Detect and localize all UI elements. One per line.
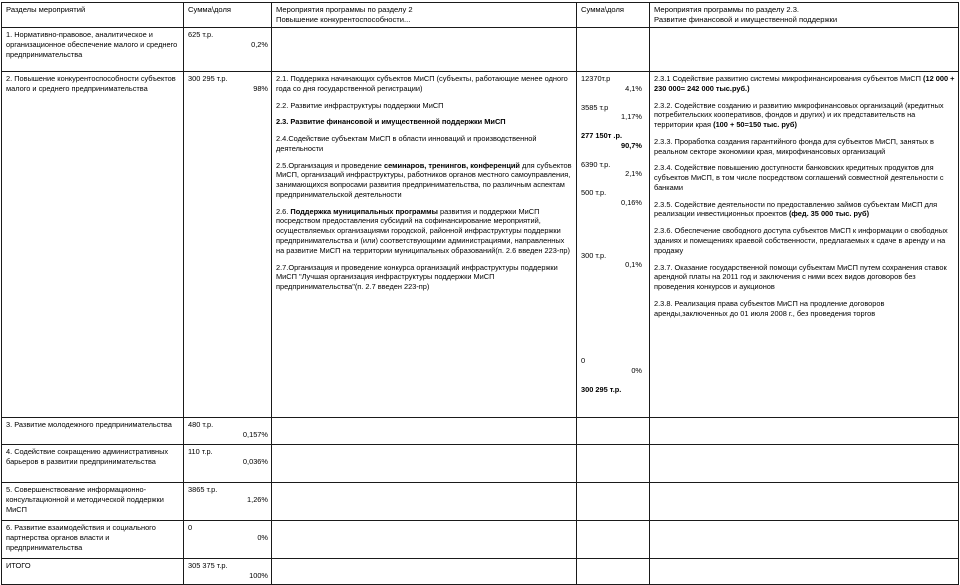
row-amount: 0 [188,523,193,533]
measure-amount-value: 0 [581,356,586,366]
row-section-title: ИТОГО [2,559,184,585]
measure-amount-share: 0,16% [621,197,642,207]
measure-amount [581,356,646,376]
subsection-item-pre: 2.3.1 Содействие развитию системы микрофинансирования субъектов МиСП [654,74,923,84]
col-header-measures-section23-line2: Развитие финансовой и имущественной поддержки [654,15,838,25]
measure-amount [581,188,646,208]
program-measures-table [1,2,959,585]
row-section-title: 4. Содействие сокращению административных барьеров в развитии предпринимательства [2,445,184,483]
row-subsection-empty [650,483,959,521]
subsection-item [654,299,955,319]
row-amount-share [184,72,272,418]
row-measures-empty [272,521,577,559]
col-header-amount-share-2: Сумма\доля [577,3,650,28]
table-header-row [2,3,959,28]
subsection-item-emphasis: (100 + 50=150 тыс. руб) [713,120,797,130]
row-amount: 300 295 т.р. [188,74,228,84]
table-row [2,483,959,521]
row-share: 0,2% [251,39,268,49]
row-measure-amounts-empty [577,28,650,72]
measure-amount-share: 90,7% [621,140,642,150]
measure-item-post: развития и поддержки МиСП посредством предоставления субсидий на софинансирование мероприятий, осуществляемых организациями городской, районной инфраструктуры поддержки предпринимательства и (или) соответствующими администрациями, направленных на развитие МиСП на территории муниципальных образований(п. 2.6 введен 223-пр) [276,206,570,255]
row-share: 0% [257,532,268,542]
measure-item: 2.4.Содействие субъектам МиСП в области инноваций и производственной деятельности [276,134,537,153]
row-amount: 305 375 т.р. [188,561,228,571]
row-share: 0,036% [242,456,268,466]
col-header-measures-section23-line1: Мероприятия программы по разделу 2.3. [654,5,800,14]
row-subsection-empty [650,445,959,483]
table-row-total [2,559,959,585]
row-section-title: 1. Нормативно-правовое, аналитическое и организационное обеспечение малого и среднего предпринимательства [2,28,184,72]
row-measure-amounts-empty [577,418,650,445]
row-section-title: 2. Повышение конкурентоспособности субъектов малого и среднего предпринимательства [2,72,184,418]
row-subsection-empty [650,28,959,72]
measure-item: 2.1. Поддержка начинающих субъектов МиСП (субъекты, работающие менее одного года со дня государственной регистрации) [276,74,568,93]
row-amount: 3865 т.р. [188,485,218,495]
table-row [2,521,959,559]
measure-item-emphasis: семинаров, тренингов, конференций [383,160,520,170]
measure-item: 2.2. Развитие инфраструктуры поддержки МиСП [276,100,444,110]
table-header [2,3,959,28]
row-measures-empty [272,418,577,445]
subsection-item-emphasis: (12 000 + 230 000= 242 000 тыс.руб.) [654,74,955,93]
col-header-measures-section2-line2: Повышение конкурентоспособности... [276,15,411,25]
measure-item-pre: 2.5.Организация и проведение [276,160,384,170]
subsection-item [654,226,955,255]
measure-amount-value: 277 150т .р. [581,131,623,141]
row-share: 0,157% [242,429,268,439]
row-subsection-empty [650,418,959,445]
subsection-item-pre: 2.3.2. Содействие созданию и развитию микрофинансовых организаций (кредитных потребительских кооперативов, фондов и других) и их представительств на территории края [654,100,944,130]
row-subsection-list [650,72,959,418]
row-measure-amounts-empty [577,483,650,521]
measure-amount-value: 6390 т.р. [581,159,611,169]
table-row [2,28,959,72]
measure-item-pre: 2.6. [276,206,291,216]
measure-amount-share: 0,1% [625,260,642,270]
measure-amount-value: 500 т.р. [581,188,607,198]
measure-item [276,161,573,200]
measure-amount [581,103,646,123]
measure-item [276,207,573,256]
subsection-item-pre: 2.3.6. Обеспечение свободного доступа субъектов МиСП к информации о свободных зданиях и помещениях краевой собственности, предлагаемых к сдаче в аренду и на продажу [654,226,948,255]
row-measures-empty [272,483,577,521]
subsection-item-pre: 2.3.4. Содействие повышению доступности банковских кредитных продуктов для субъектов МиСП, в том числе посредством соглашений совместной деятельности с банками [654,163,944,192]
row-section-title: 3. Развитие молодежного предпринимательства [2,418,184,445]
row-amount-share [184,521,272,559]
row-amount: 625 т.р. [188,30,214,40]
row-measure-amounts [577,72,650,418]
measure-amount-share: 0% [631,365,642,375]
measure-item-emphasis: Поддержка муниципальных программы [290,206,438,216]
row-subsection-empty [650,559,959,585]
row-share: 1,26% [247,494,268,504]
measure-amount [581,74,646,94]
measure-item-post: для субъектов МиСП, организаций инфраструктуры, работников органов местного самоуправления, занимающихся вопросами развития предпринимательства, по различным аспектам предпринимательской деятельности [276,160,572,199]
measure-amount-value: 300 т.р. [581,250,607,260]
table-body [2,28,959,585]
measure-item: 2.3. Развитие финансовой и имущественной поддержки МиСП [276,117,506,127]
subsection-item [654,101,955,130]
measure-amount [581,160,646,180]
measure-amount-share: 1,17% [621,112,642,122]
row-measures-empty [272,559,577,585]
row-section-title: 5. Совершенствование информационно-консультационной и методической поддержки МиСП [2,483,184,521]
table-row [2,418,959,445]
row-share: 100% [249,570,268,580]
subsection-item [654,200,955,220]
row-amount-share [184,418,272,445]
measure-item: 2.7.Организация и проведение конкурса организаций инфраструктуры поддержки МиСП "Лучшая организация инфраструктуры поддержки МиСП предпринимательства"(п. 2.7 введен 223-пр) [276,262,558,292]
row-measure-amounts-empty [577,521,650,559]
row-amount-share [184,483,272,521]
col-header-measures-section2-line1: Мероприятия программы по разделу 2 [276,5,413,14]
subsection-item-pre: 2.3.8. Реализация права субъектов МиСП на продление договоров аренды,заключенных до 01 июля 2008 г., без проведения торгов [654,298,885,318]
measure-amount-value: 12370т.р [581,74,611,84]
measure-amount [581,251,646,271]
subsection-item-emphasis: (фед. 35 000 тыс. руб) [788,209,870,219]
subsection-item [654,263,955,292]
col-header-measures-section2 [272,3,577,28]
subsection-item-pre: 2.3.5. Содействие деятельности по предоставлению займов субъектам МиСП для реализации инвестиционных проектов [654,199,938,219]
table-row [2,445,959,483]
row-measure-amounts-empty [577,559,650,585]
subsection-item-pre: 2.3.3. Проработка создания гарантийного фонда для субъектов МиСП, занятых в реальном секторе экономики края, микрофинансовых организаций [654,136,934,156]
subsection-item [654,74,955,94]
row-measures-list [272,72,577,418]
row-amount: 110 т.р. [188,447,213,457]
subsection-item-pre: 2.3.7. Оказание государственной помощи субъектам МиСП путем сохранения ставок арендной платы на 2011 год и заключения с ними всех видов договоров без проведения конкурсов и аукционов [654,262,947,292]
measure-amount-value: 3585 т.р [581,102,609,112]
row-section-title: 6. Развитие взаимодействия и социального партнерства органов власти и предпринимательства [2,521,184,559]
row-measure-amounts-empty [577,445,650,483]
col-header-sections: Разделы мероприятий [2,3,184,28]
row-amount-share [184,445,272,483]
measure-amount-share: 4,1% [625,83,642,93]
table-row [2,72,959,418]
subsection-item [654,137,955,157]
row-amount-share [184,559,272,585]
row-subsection-empty [650,521,959,559]
col-header-measures-section23 [650,3,959,28]
subsection-item [654,163,955,192]
row-share: 98% [253,83,268,93]
row-amount: 480 т.р. [188,420,214,430]
row-amount-share [184,28,272,72]
col-header-amount-share-1: Сумма\доля [184,3,272,28]
measure-amount-share: 2,1% [625,169,642,179]
measure-amount [581,131,646,151]
row-measures-empty [272,445,577,483]
row-measures-empty [272,28,577,72]
measure-amount-total: 300 295 т.р. [581,384,622,394]
